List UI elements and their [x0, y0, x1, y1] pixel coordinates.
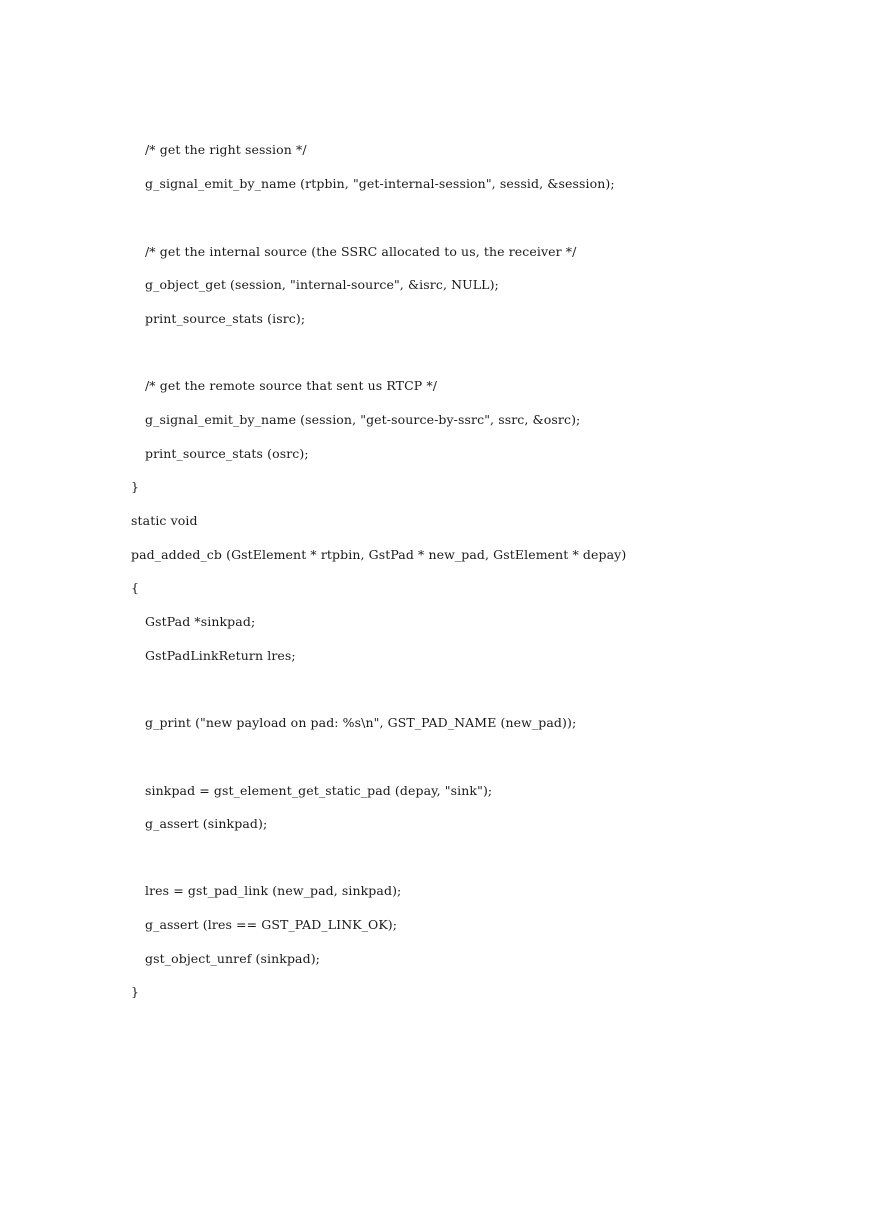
code-line-get-static-pad: sinkpad = gst_element_get_static_pad (depay, "sink");: [145, 783, 493, 798]
code-line-print-isrc: print_source_stats (isrc);: [145, 311, 306, 326]
code-line-sinkpad-decl: GstPad *sinkpad;: [145, 614, 256, 629]
code-line-function-signature: pad_added_cb (GstElement * rtpbin, GstPad * new_pad, GstElement * depay): [131, 547, 627, 562]
code-line-comment-internal-source: /* get the internal source (the SSRC allocated to us, the receiver */: [145, 244, 577, 259]
code-line-g-print: g_print ("new payload on pad: %s\n", GST_PAD_NAME (new_pad));: [145, 715, 577, 730]
code-line-print-osrc: print_source_stats (osrc);: [145, 446, 309, 461]
code-line-emit-source-by-ssrc: g_signal_emit_by_name (session, "get-source-by-ssrc", ssrc, &osrc);: [145, 412, 581, 427]
code-line-close-brace: }: [131, 479, 140, 494]
code-line-comment-session: /* get the right session */: [145, 142, 307, 157]
code-line-emit-internal-session: g_signal_emit_by_name (rtpbin, "get-internal-session", sessid, &session);: [145, 176, 615, 191]
code-line-assert-sinkpad: g_assert (sinkpad);: [145, 816, 268, 831]
code-line-comment-remote-source: /* get the remote source that sent us RTCP */: [145, 378, 438, 393]
code-line-lres-decl: GstPadLinkReturn lres;: [145, 648, 296, 663]
code-line-pad-link: lres = gst_pad_link (new_pad, sinkpad);: [145, 883, 402, 898]
code-line-static-void: static void: [131, 513, 198, 528]
code-line-object-unref: gst_object_unref (sinkpad);: [145, 951, 320, 966]
code-line-open-brace: {: [131, 580, 140, 595]
code-line-final-brace: }: [131, 984, 140, 999]
code-line-assert-link-ok: g_assert (lres == GST_PAD_LINK_OK);: [145, 917, 398, 932]
code-line-object-get: g_object_get (session, "internal-source", &isrc, NULL);: [145, 277, 499, 292]
